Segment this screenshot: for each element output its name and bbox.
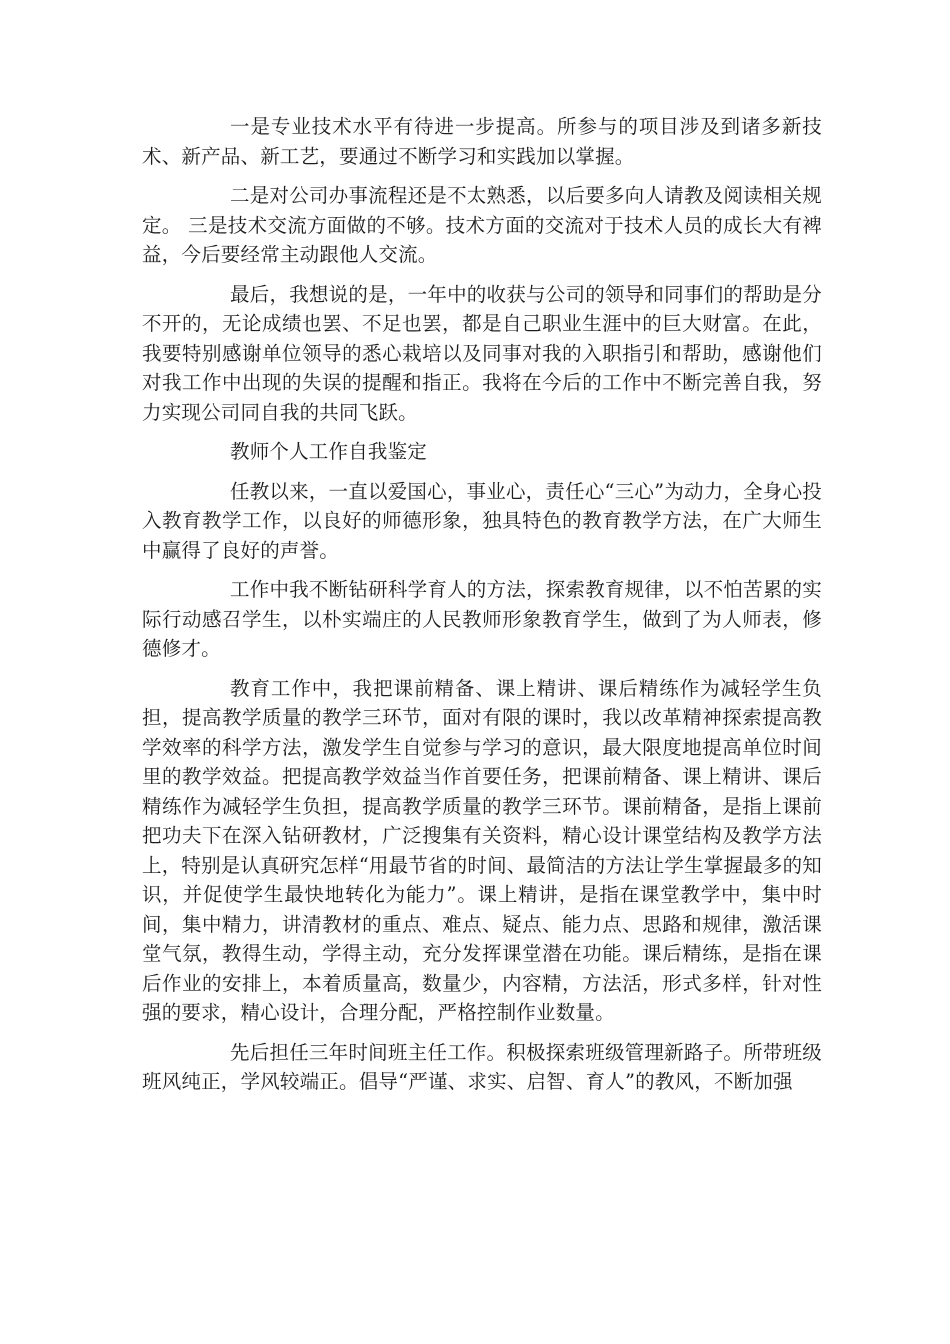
document-body: [142, 112, 822, 1107]
section-paragraph-4: 先后担任三年时间班主任工作。积极探索班级管理新路子。所带班级班风纯正，学风较端正。倡导“严谨、求实、启智、育人”的教风，不断加强: [142, 1040, 822, 1093]
section-title: 教师个人工作自我鉴定: [230, 440, 428, 463]
paragraph-2: 二是对公司办事流程还是不太熟悉，以后要多向人请教及阅读相关规定。 三是技术交流方面做的不够。技术方面的交流对于技术人员的成长大有裨益，今后要经常主动跟他人交流。: [142, 184, 822, 266]
paragraph-3: 最后，我想说的是，一年中的收获与公司的领导和同事们的帮助是分不开的，无论成绩也罢、不足也罢，都是自己职业生涯中的巨大财富。在此，我要特别感谢单位领导的悉心栽培以及同事对我的入职指引和帮助，感谢他们对我工作中出现的失误的提醒和指正。我将在今后的工作中不断完善自我，努力实现公司同自我的共同飞跃。: [142, 282, 822, 424]
section-paragraph-2: 工作中我不断钻研科学育人的方法，探索教育规律，以不怕苦累的实际行动感召学生，以朴实端庄的人民教师形象教育学生，做到了为人师表，修德修才。: [142, 578, 822, 660]
paragraph-1: 一是专业技术水平有待进一步提高。所参与的项目涉及到诸多新技术、新产品、新工艺，要通过不断学习和实践加以掌握。: [142, 115, 822, 168]
section-paragraph-3: 教育工作中，我把课前精备、课上精讲、课后精练作为减轻学生负担，提高教学质量的教学三环节，面对有限的课时，我以改革精神探索提高教学效率的科学方法，激发学生自觉参与学习的意识，最大限度地提高单位时间里的教学效益。把提高教学效益当作首要任务，把课前精备、课上精讲、课后精练作为减轻学生负担，提高教学质量的教学三环节。课前精备，是指上课前把功夫下在深入钻研教材，广泛搜集有关资料，精心设计课堂结构及教学方法上，特别是认真研究怎样“用最节省的时间、最简洁的方法让学生掌握最多的知识，并促使学生最快地转化为能力”。课上精讲，是指在课堂教学中，集中时间，集中精力，讲清教材的重点、难点、疑点、能力点、思路和规律，激活课堂气氛，教得生动，学得主动，充分发挥课堂潜在功能。课后精练，是指在课后作业的安排上，本着质量高，数量少，内容精，方法活，形式多样，针对性强的要求，精心设计，合理分配，严格控制作业数量。: [142, 676, 822, 1024]
section-paragraph-1: 任教以来，一直以爱国心，事业心，责任心“三心”为动力，全身心投入教育教学工作，以良好的师德形象，独具特色的教育教学方法，在广大师生中赢得了良好的声誉。: [142, 479, 822, 562]
